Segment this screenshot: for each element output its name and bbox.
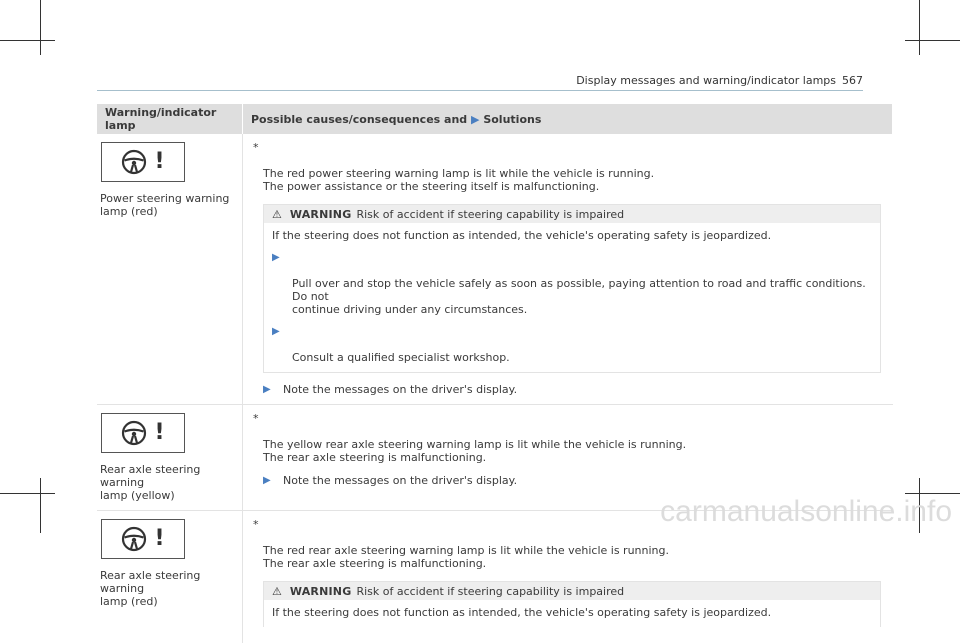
lamp-label: Power steering warning lamp (red) xyxy=(100,192,242,218)
causes-cell xyxy=(243,134,893,405)
warning-box xyxy=(263,581,881,627)
crop-mark xyxy=(0,40,55,41)
warning-text: If the steering does not function as intended, the vehicle's operating safety is jeopardized. xyxy=(272,229,872,242)
crop-mark xyxy=(0,493,55,494)
warning-triangle-icon: ⚠ xyxy=(272,208,282,221)
exclamation-icon: ! xyxy=(154,151,164,173)
col-header-solutions-text: Solutions xyxy=(483,113,541,126)
warning-label: WARNING xyxy=(290,585,352,598)
lamp-cell xyxy=(97,405,243,511)
lamp-cell xyxy=(97,511,243,643)
note-step xyxy=(253,474,881,487)
causes-cell xyxy=(243,511,893,643)
warning-label: WARNING xyxy=(290,208,352,221)
causes-body: The red rear axle steering warning lamp is lit while the vehicle is running. The rear axle steering is malfunctioning. xyxy=(263,544,669,570)
crop-mark xyxy=(905,493,960,494)
causes-text xyxy=(253,412,881,464)
crop-mark xyxy=(919,0,920,55)
steering-wheel-icon xyxy=(121,149,147,175)
warning-body xyxy=(264,600,880,627)
causes-body: The yellow rear axle steering warning lamp is lit while the vehicle is running. The rear axle steering is malfunctioning. xyxy=(263,438,686,464)
note-step xyxy=(253,383,881,396)
warning-title: Risk of accident if steering capability is impaired xyxy=(356,208,624,221)
exclamation-icon: ! xyxy=(154,422,164,444)
page-number: 567 xyxy=(842,74,863,87)
lamp-label: Rear axle steering warning lamp (yellow) xyxy=(100,463,242,502)
arrow-right-icon: ▶ xyxy=(263,383,271,396)
page-header-text xyxy=(576,74,863,87)
arrow-right-icon: ▶ xyxy=(272,251,280,264)
crop-mark xyxy=(40,478,41,533)
warning-lamp-table xyxy=(97,104,893,643)
steering-wheel-icon xyxy=(121,526,147,552)
table-row xyxy=(97,511,893,643)
warning-text: If the steering does not function as intended, the vehicle's operating safety is jeopardized. xyxy=(272,606,872,619)
causes-body: The red power steering warning lamp is lit while the vehicle is running. The power assistance or the steering itself is malfunctioning. xyxy=(263,167,654,193)
steering-wheel-icon xyxy=(101,519,185,559)
causes-text xyxy=(253,141,881,193)
lamp-label: Rear axle steering warning lamp (red) xyxy=(100,569,242,608)
star-icon: * xyxy=(253,412,259,425)
warning-step-text: Consult a qualified specialist workshop. xyxy=(292,351,510,364)
steering-wheel-icon xyxy=(121,420,147,446)
warning-triangle-icon: ⚠ xyxy=(272,585,282,598)
star-icon: * xyxy=(253,518,259,531)
lamp-cell xyxy=(97,134,243,405)
exclamation-icon: ! xyxy=(154,528,164,550)
note-text: Note the messages on the driver's display. xyxy=(283,474,517,487)
star-icon: * xyxy=(253,141,259,154)
arrow-right-icon: ▶ xyxy=(263,474,271,487)
warning-step-text: Pull over and stop the vehicle safely as soon as possible, paying attention to road and traffic conditions. Do not continue driving under any circumstances. xyxy=(292,277,866,316)
warning-bar xyxy=(264,205,880,223)
watermark: carmanualsonline.info xyxy=(660,495,952,529)
crop-mark xyxy=(40,0,41,55)
warning-box xyxy=(263,204,881,373)
warning-body xyxy=(264,223,880,372)
arrow-right-icon: ▶ xyxy=(272,325,280,338)
steering-wheel-icon xyxy=(101,142,185,182)
col-header-lamp: Warning/indicator lamp xyxy=(97,104,243,134)
arrow-right-icon: ▶ xyxy=(471,113,479,126)
col-header-causes-text: Possible causes/consequences and xyxy=(251,113,467,126)
page-title: Display messages and warning/indicator lamps xyxy=(576,74,836,87)
page-header xyxy=(97,74,863,91)
crop-mark xyxy=(905,40,960,41)
warning-title: Risk of accident if steering capability is impaired xyxy=(356,585,624,598)
col-header-causes xyxy=(243,104,893,134)
steering-wheel-icon xyxy=(101,413,185,453)
table-header-row xyxy=(97,104,893,134)
warning-bar xyxy=(264,582,880,600)
warning-step xyxy=(272,325,872,364)
warning-step xyxy=(272,251,872,316)
table-row xyxy=(97,134,893,405)
note-text: Note the messages on the driver's display. xyxy=(283,383,517,396)
